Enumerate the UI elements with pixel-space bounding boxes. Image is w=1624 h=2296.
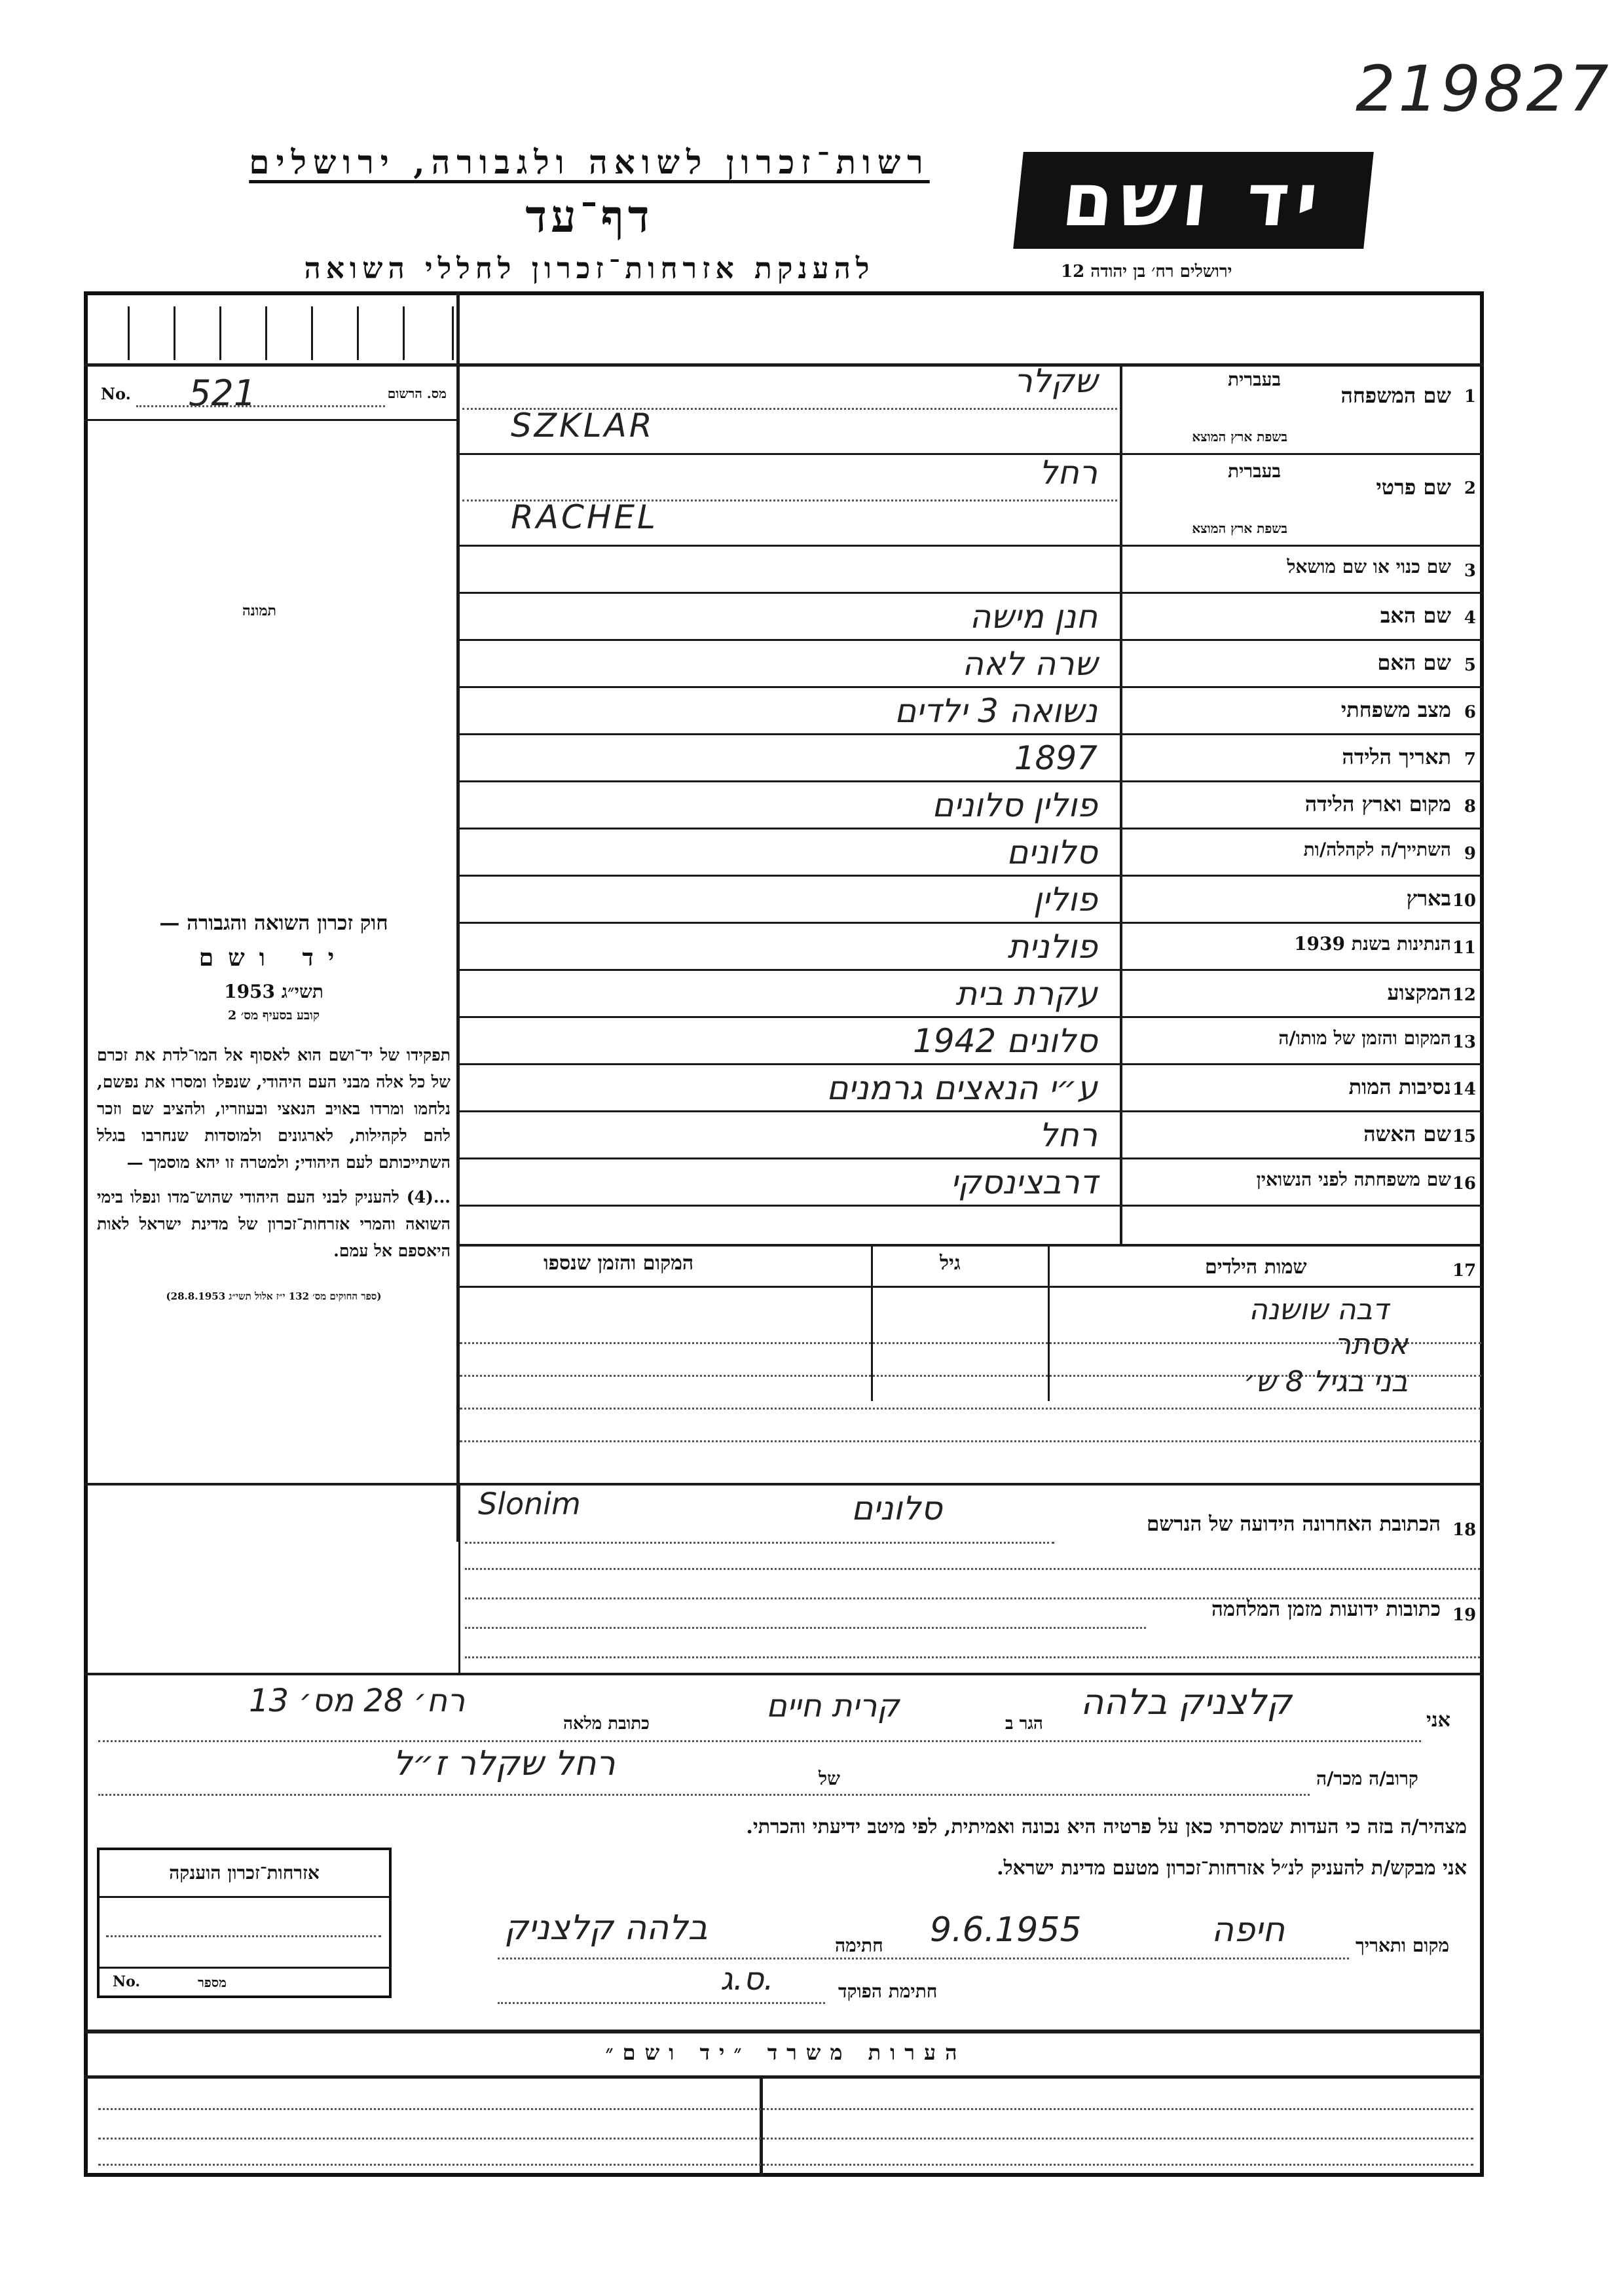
field-number-2: 2 xyxy=(1464,479,1476,498)
field-label-10: בארץ xyxy=(1406,886,1451,911)
field-value-13: סלונים 1942 xyxy=(912,1022,1098,1060)
field-value-15: רחל xyxy=(1039,1116,1098,1154)
field-number-4: 4 xyxy=(1464,608,1476,628)
logo-text: יד ושם xyxy=(1058,158,1329,243)
field-row-4 xyxy=(458,594,1484,641)
field-value-12: עקרת בית xyxy=(955,975,1098,1013)
field-value-4: חנן מישה xyxy=(969,598,1098,636)
law-box xyxy=(97,911,451,1303)
decl-address-label: כתובת מלאה xyxy=(563,1714,650,1734)
citizenship-box xyxy=(97,1848,392,1998)
field-label-7: תאריך הלידה xyxy=(1342,744,1451,769)
decl-address: רח׳ 28 מס׳ 13 xyxy=(249,1683,466,1719)
field-value-8: פולין סלונים xyxy=(932,786,1098,824)
field-number-14: 14 xyxy=(1452,1080,1476,1099)
child-row-2: אסתר xyxy=(1335,1328,1408,1361)
field-number-15: 15 xyxy=(1452,1127,1476,1146)
field-value-16: דרבצינסקי xyxy=(950,1163,1098,1201)
field-row-15 xyxy=(458,1112,1484,1159)
field-row-11 xyxy=(458,924,1484,971)
decl-statement1: מצהיר/ה בזה כי העדות שמסרתי כאן על פרטיה היא נכונה ואמיתית, לפי מיטב ידיעתי והכרתי. xyxy=(746,1815,1467,1838)
archive-number: 219827 xyxy=(1356,52,1612,126)
field-number-10: 10 xyxy=(1452,891,1476,911)
field-row-7 xyxy=(458,735,1484,782)
field18-label: הכתובת האחרונה הידועה של הנרשם xyxy=(1146,1512,1441,1536)
field-sub-1: בשפת ארץ המוצא xyxy=(1192,429,1287,445)
children-col-place: המקום והזמן שנספו xyxy=(544,1252,694,1275)
field-lang-1: בעברית xyxy=(1227,369,1281,390)
field-value-9: סלונים xyxy=(1006,833,1098,871)
header-title-block xyxy=(196,143,982,285)
field-value-latin-1: SZKLAR xyxy=(511,407,655,445)
field-label-16: שם משפחתה לפני הנשואין xyxy=(1256,1169,1451,1190)
field-value-6: נשואה 3 ילדים xyxy=(894,692,1098,730)
field-label-9: השתייך/ה לקהלה/ות xyxy=(1303,839,1451,860)
field-number-5: 5 xyxy=(1464,655,1476,675)
children-col-names: שמות הילדים xyxy=(1205,1256,1307,1279)
field-label-3: שם כנוי או שם מושאל xyxy=(1287,556,1451,577)
authority-title: רשות־זכרון לשואה ולגבורה, ירושלים xyxy=(249,143,930,181)
field-label-11: הנתינות בשנת 1939 xyxy=(1294,933,1451,955)
field-row-8 xyxy=(458,782,1484,829)
registration-label-en: No. xyxy=(101,384,131,403)
citizenship-title: אזרחות־זכרון הוענקה xyxy=(169,1862,320,1884)
decl-ani: אני xyxy=(1426,1709,1450,1732)
field-sub-2: בשפת ארץ המוצא xyxy=(1192,520,1287,536)
field-label-6: מצב משפחתי xyxy=(1340,697,1451,722)
field-label-5: שם האם xyxy=(1377,650,1451,675)
child-row-3: בני בגיל 8 ש׳ xyxy=(1244,1365,1408,1398)
law-para2: ...(4) להעניק לבני העם היהודי שהוש־מדו ונפלו בימי השואה והמרי אזרחות־זכרון של מדינת ישראל לאות היאספם אל עמם. xyxy=(97,1188,451,1260)
field-row-2 xyxy=(458,455,1484,547)
decl-name: קלצניק בלהה xyxy=(1080,1681,1292,1722)
child-row-1: דבה שושנה xyxy=(1249,1293,1388,1326)
field-number-16: 16 xyxy=(1452,1174,1476,1194)
decl-relative-label: קרוב/ה מכר/ה xyxy=(1316,1768,1418,1789)
field-row-14 xyxy=(458,1065,1484,1112)
law-para1: תפקידו של יד־ושם הוא לאסוף אל המו־לדת את זכרם של כל אלה מבני העם היהודי, שנפלו ומסרו את נפשם, נלחמו ומרדו באויב הנאצי ובעוזריו, ולהציב שם וזכר להם לקהילות, לארגונים ולמוסדות שנחרבו בגלל השתייכותם לעם היהודי; ולמטרה זו יהא מוסמך — xyxy=(97,1046,451,1172)
office-code-strip xyxy=(128,306,455,360)
field-number-8: 8 xyxy=(1464,797,1476,816)
field-row-5 xyxy=(458,641,1484,688)
field-number-9: 9 xyxy=(1464,844,1476,864)
field-number-19: 19 xyxy=(1452,1605,1477,1625)
form-subtitle: להענקת אזרחות־זכרון לחללי השואה xyxy=(304,252,875,285)
field-value-10: פולין xyxy=(1033,881,1098,919)
decl-statement2: אני מבקש/ת להעניק לנ״ל אזרחות־זכרון מטעם מדינת ישראל. xyxy=(997,1857,1467,1880)
field-label-12: המקצוע xyxy=(1387,980,1451,1005)
field-number-18: 18 xyxy=(1452,1520,1477,1540)
citizenship-no-label: No. xyxy=(113,1973,141,1990)
field-number-7: 7 xyxy=(1464,750,1476,769)
decl-officer-label: חתימת הפוקד xyxy=(838,1980,938,2002)
decl-date: 9.6.1955 xyxy=(930,1910,1082,1950)
field-row-6 xyxy=(458,688,1484,735)
office-notes-title: הערות משרד ״יד ושם״ xyxy=(605,2040,967,2065)
registration-label-he: מס. הרשום xyxy=(387,386,447,401)
field19-label: כתובות ידועות מזמן המלחמה xyxy=(1211,1597,1441,1621)
photo-label: תמונה xyxy=(242,602,276,619)
field18-value: סלונים xyxy=(851,1489,942,1527)
field-number-13: 13 xyxy=(1452,1032,1476,1052)
yad-vashem-logo xyxy=(1013,152,1374,249)
logo-address: ירושלים רח׳ בן יהודה 12 xyxy=(1061,262,1232,282)
field-value-2: רחל xyxy=(1039,454,1098,492)
decl-of-value: רחל שקלר ז״ל xyxy=(393,1744,616,1783)
field-number-6: 6 xyxy=(1464,702,1476,722)
decl-of-label: של xyxy=(819,1768,840,1789)
field-number-12: 12 xyxy=(1452,985,1476,1005)
law-year: תשי״ג 1953 xyxy=(224,981,323,1002)
children-col-age: גיל xyxy=(940,1252,961,1275)
field-row-12 xyxy=(458,971,1484,1018)
registration-value: 521 xyxy=(189,373,257,414)
registration-row xyxy=(97,373,451,416)
law-name: יד ושם xyxy=(198,944,349,972)
field-row-9 xyxy=(458,829,1484,877)
field-label-15: שם האשה xyxy=(1363,1121,1451,1146)
field-label-8: מקום וארץ הלידה xyxy=(1304,792,1451,816)
field-label-14: נסיבות המות xyxy=(1348,1074,1451,1099)
decl-gar-b: הגר ב xyxy=(1005,1714,1043,1734)
field-label-2: שם פרטי xyxy=(1376,475,1451,500)
field18-value-latin: Slonim xyxy=(478,1486,581,1522)
field-value-14: ע״י הנאצים גרמנים xyxy=(826,1069,1098,1107)
field-row-1 xyxy=(458,363,1484,455)
field-value-7: 1897 xyxy=(1014,739,1098,777)
decl-signature: בלהה קלצניק xyxy=(504,1908,708,1948)
field-row-3 xyxy=(458,547,1484,594)
decl-signature-label: חתימה xyxy=(835,1935,883,1956)
field-number-3: 3 xyxy=(1464,561,1476,581)
field-number-11: 11 xyxy=(1452,938,1476,958)
field-lang-2: בעברית xyxy=(1227,460,1281,482)
decl-city: קרית חיים xyxy=(766,1688,900,1724)
decl-officer-signature: ס.ג. xyxy=(720,1961,774,1997)
field-value-1: שקלר xyxy=(1014,362,1098,400)
decl-place: חיפה xyxy=(1211,1910,1285,1950)
field-value-latin-2: RACHEL xyxy=(511,498,658,536)
field-row-13 xyxy=(458,1018,1484,1065)
field-label-1: שם המשפחה xyxy=(1340,383,1451,408)
field-row-10 xyxy=(458,877,1484,924)
law-title: חוק זכרון השואה והגבורה — xyxy=(159,911,388,935)
decl-place-date-label: מקום ותאריך xyxy=(1356,1935,1450,1956)
law-clause: קובע בסעיף מס׳ 2 xyxy=(227,1008,320,1023)
field-value-5: שרה לאה xyxy=(962,645,1098,683)
field-value-11: פולנית xyxy=(1007,928,1098,966)
field-label-13: המקום והזמן של מותו/ה xyxy=(1278,1027,1451,1049)
field-row-16 xyxy=(458,1159,1484,1207)
law-source: (ספר החוקים מס׳ 132 י״ז אלול תשי״ג 28.8.1953) xyxy=(166,1290,382,1302)
field-number-17: 17 xyxy=(1452,1261,1477,1281)
field-number-1: 1 xyxy=(1464,387,1476,407)
field-label-4: שם האב xyxy=(1380,603,1451,628)
citizenship-number-label: מספר xyxy=(198,1975,227,1990)
form-title: דף־עד xyxy=(525,191,654,243)
